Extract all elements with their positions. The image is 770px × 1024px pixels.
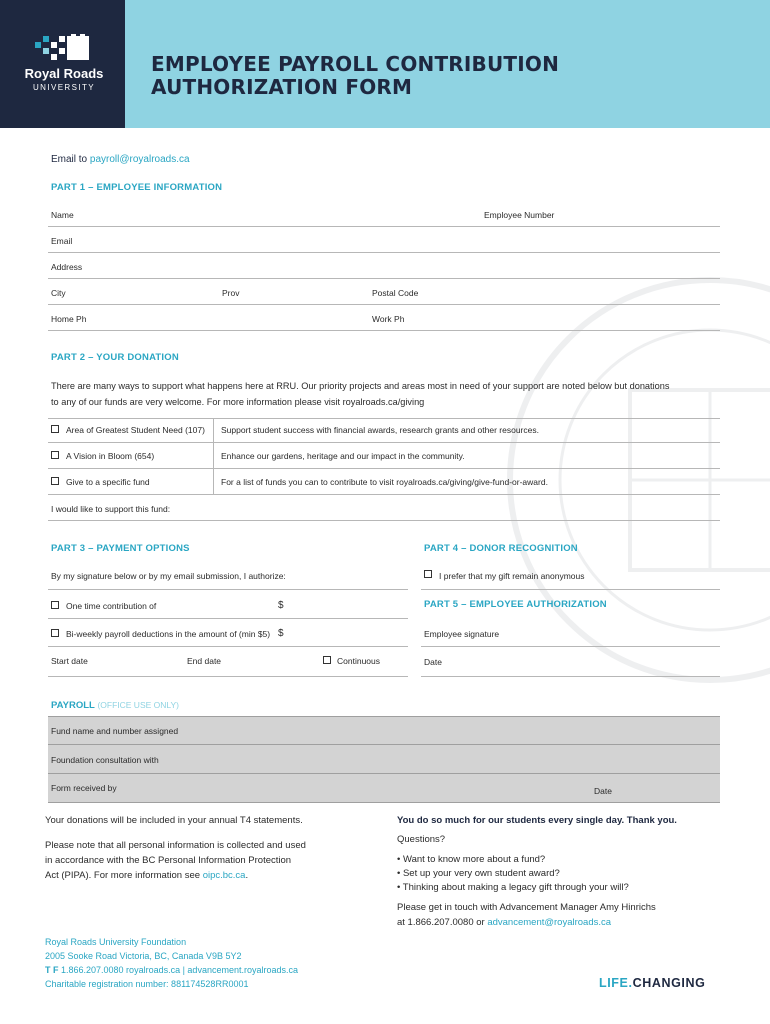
employee-number-label: Employee Number: [484, 210, 555, 220]
questions-label: Questions?: [397, 834, 446, 845]
part1-heading: PART 1 – EMPLOYEE INFORMATION: [51, 182, 223, 193]
address-field-line[interactable]: [48, 278, 720, 279]
contact-phone: at 1.866.207.0080 or: [397, 917, 488, 928]
footer-contact: [45, 963, 298, 977]
divider-vertical: [213, 418, 214, 494]
start-date-label: Start date: [51, 656, 88, 666]
specific-fund-label: I would like to support this fund:: [51, 504, 171, 514]
one-time-label: One time contribution of: [66, 601, 157, 611]
signature-label: Employee signature: [424, 629, 500, 639]
footer-org: Royal Roads University Foundation: [45, 937, 187, 947]
option-greatest-need-desc: Support student success with financial awards, research grants and other resources.: [221, 425, 539, 435]
privacy-line1: Please note that all personal information is collected and used: [45, 840, 306, 851]
divider: [48, 468, 720, 469]
email-to-label: Email to: [51, 154, 90, 165]
payroll-heading: [51, 700, 179, 711]
part5-heading: PART 5 – EMPLOYEE AUTHORIZATION: [424, 599, 607, 610]
divider: [48, 442, 720, 443]
one-time-checkbox[interactable]: [51, 601, 59, 609]
donation-intro-line1: There are many ways to support what happens here at RRU. Our priority projects and areas most in need of your support are noted below but donations: [51, 381, 670, 391]
email-field-line[interactable]: [48, 252, 720, 253]
received-label: Form received by: [51, 783, 117, 793]
email-to: [51, 154, 190, 165]
payroll-title: PAYROLL: [51, 700, 95, 711]
logo-mark-icon: [35, 34, 91, 64]
divider: [48, 494, 720, 495]
option-specific-fund-checkbox[interactable]: [51, 477, 59, 485]
biweekly-field-line[interactable]: [48, 646, 408, 647]
option-greatest-need-label: Area of Greatest Student Need (107): [66, 425, 205, 435]
home-phone-label: Home Ph: [51, 314, 87, 324]
footer-contact-text: 1.866.207.0080 royalroads.ca | advancement.royalroads.ca: [58, 965, 298, 975]
privacy-line2: in accordance with the BC Personal Information Protection: [45, 855, 292, 866]
question-bullet-1: • Want to know more about a fund?: [397, 854, 546, 865]
slogan-changing: CHANGING: [632, 976, 706, 990]
option-greatest-need-checkbox[interactable]: [51, 425, 59, 433]
received-row[interactable]: [48, 774, 720, 803]
option-specific-fund-desc: For a list of funds you can to contribute to visit royalroads.ca/giving/give-fund-or-award.: [221, 477, 548, 487]
question-bullet-3: • Thinking about making a legacy gift through your will?: [397, 882, 629, 893]
signature-field-line[interactable]: [421, 646, 720, 647]
t4-note: Your donations will be included in your annual T4 statements.: [45, 815, 303, 826]
name-label: Name: [51, 210, 74, 220]
anonymous-label: I prefer that my gift remain anonymous: [439, 571, 585, 581]
phone-field-line[interactable]: [48, 330, 720, 331]
donation-intro-line2: to any of our funds are very welcome. For more information please visit royalroads.ca/giving: [51, 397, 425, 407]
privacy-period: .: [245, 870, 249, 881]
option-vision-bloom-desc: Enhance our gardens, heritage and our impact in the community.: [221, 451, 465, 461]
option-vision-bloom-label: A Vision in Bloom (654): [66, 451, 155, 461]
auth-date-label: Date: [424, 657, 442, 667]
form-title-line2: AUTHORIZATION FORM: [151, 75, 413, 99]
one-time-field-line[interactable]: [48, 618, 408, 619]
footer-address: 2005 Sooke Road Victoria, BC, Canada V9B 5Y2: [45, 951, 242, 961]
biweekly-label: Bi-weekly payroll deductions in the amount of (min $5): [66, 629, 271, 639]
biweekly-dollar: $: [278, 628, 284, 639]
option-vision-bloom-checkbox[interactable]: [51, 451, 59, 459]
consultation-label: Foundation consultation with: [51, 755, 159, 765]
privacy-text: Act (PIPA). For more information see: [45, 870, 203, 881]
logo: [0, 0, 125, 128]
payroll-email-link[interactable]: payroll@royalroads.ca: [89, 154, 190, 165]
work-phone-label: Work Ph: [372, 314, 405, 324]
auth-date-field-line[interactable]: [421, 676, 720, 677]
specific-fund-field-line[interactable]: [48, 520, 720, 521]
email-label: Email: [51, 236, 73, 246]
logo-text: Royal Roads: [24, 66, 104, 81]
end-date-label: End date: [187, 656, 222, 666]
divider: [48, 418, 720, 419]
divider: [421, 589, 720, 590]
continuous-label: Continuous: [337, 656, 381, 666]
option-specific-fund-label: Give to a specific fund: [66, 477, 150, 487]
name-field-line[interactable]: [48, 226, 720, 227]
one-time-dollar: $: [278, 600, 284, 611]
privacy-line3: [45, 868, 248, 883]
footer-tf-label: T F: [45, 965, 59, 975]
oipc-link[interactable]: oipc.bc.ca: [202, 870, 246, 881]
contact-line1: Please get in touch with Advancement Manager Amy Hinrichs: [397, 902, 656, 913]
part3-heading: PART 3 – PAYMENT OPTIONS: [51, 543, 190, 554]
prov-label: Prov: [222, 288, 240, 298]
part2-heading: PART 2 – YOUR DONATION: [51, 352, 179, 363]
contact-line2: [397, 915, 611, 930]
question-bullet-2: • Set up your very own student award?: [397, 868, 560, 879]
slogan-life: LIFE.: [599, 976, 633, 990]
city-label: City: [51, 288, 66, 298]
payroll-date-label: Date: [594, 786, 612, 796]
continuous-checkbox[interactable]: [323, 656, 331, 664]
part4-heading: PART 4 – DONOR RECOGNITION: [424, 543, 578, 554]
biweekly-checkbox[interactable]: [51, 629, 59, 637]
advancement-email-link[interactable]: advancement@royalroads.ca: [487, 917, 612, 928]
fund-label: Fund name and number assigned: [51, 726, 179, 736]
logo-subtext: UNIVERSITY: [32, 83, 95, 92]
address-label: Address: [51, 262, 83, 272]
slogan: [599, 976, 705, 990]
postal-code-label: Postal Code: [372, 288, 419, 298]
office-use-note: (OFFICE USE ONLY): [97, 700, 179, 710]
form-title: EMPLOYEE PAYROLL CONTRIBUTION: [151, 52, 560, 76]
anonymous-checkbox[interactable]: [424, 570, 432, 578]
footer-charitable: Charitable registration number: 881174528RR0001: [45, 979, 249, 989]
thank-you-note: You do so much for our students every single day. Thank you.: [397, 815, 677, 826]
city-field-line[interactable]: [48, 304, 720, 305]
divider: [48, 589, 408, 590]
dates-field-line[interactable]: [48, 676, 408, 677]
authorize-label: By my signature below or by my email submission, I authorize:: [51, 571, 286, 581]
